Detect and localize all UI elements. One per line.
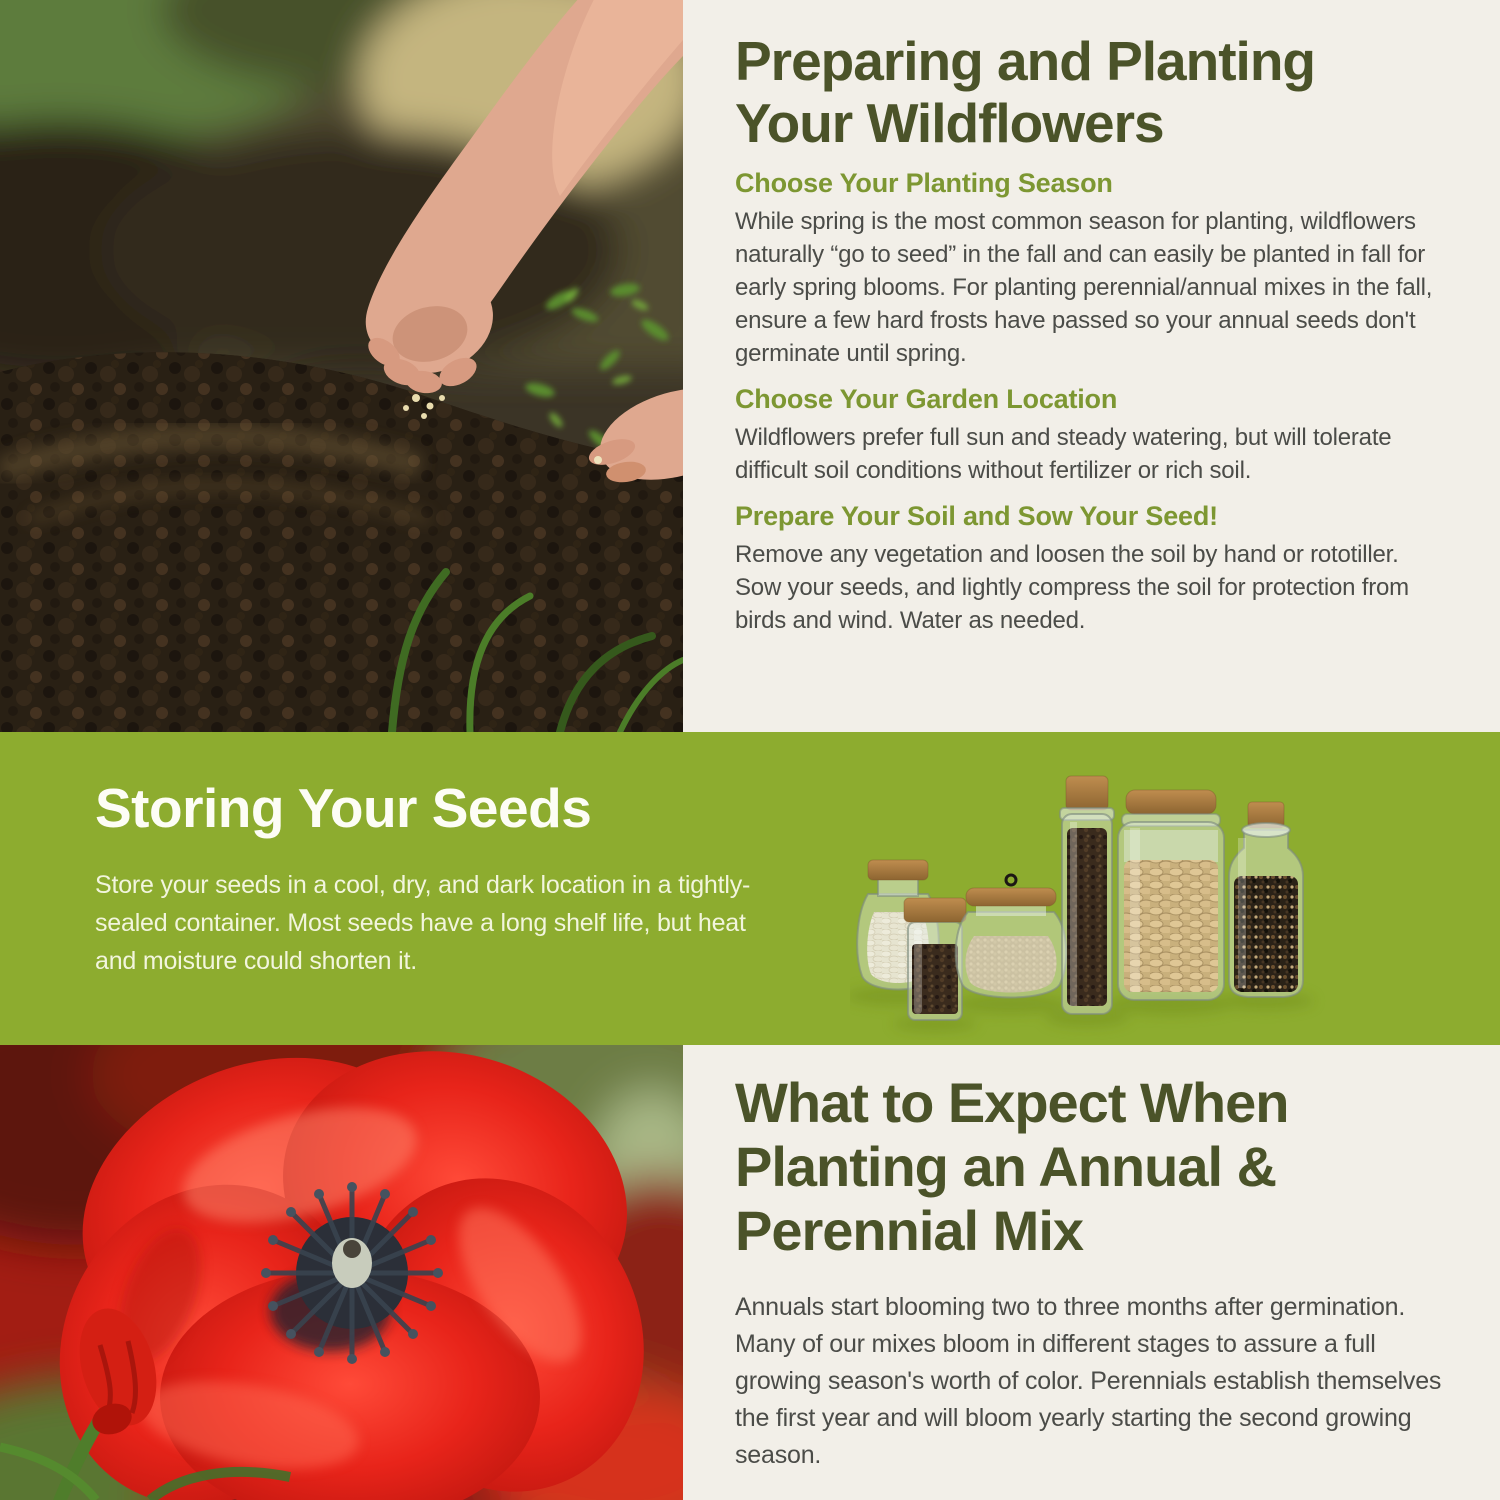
section-garden-location	[735, 384, 1448, 487]
section-prepare-soil	[735, 501, 1448, 637]
poppy-center	[261, 1182, 443, 1364]
jar-tan-seeds	[956, 875, 1067, 998]
jar-tall-dark-seeds	[1060, 776, 1114, 1014]
what-to-expect-panel	[683, 1045, 1500, 1500]
page-title-line-1: Preparing and Planting	[735, 30, 1316, 92]
photo-red-poppy	[0, 1045, 683, 1500]
jar-mixed-seeds-bottle	[1229, 802, 1303, 997]
what-to-expect-title-line-3: Perennial Mix	[735, 1199, 1084, 1262]
what-to-expect-title-line-1: What to Expect When	[735, 1071, 1289, 1134]
storing-seeds-title: Storing Your Seeds	[95, 777, 592, 839]
section-heading-prepare-soil: Prepare Your Soil and Sow Your Seed!	[735, 501, 1218, 531]
poppy-illustration	[0, 1045, 683, 1500]
storing-seeds-band	[0, 732, 1500, 1045]
section-body-prepare-soil: Remove any vegetation and loosen the soil by hand or rototiller. Sow your seeds, and lightly compress the soil for protection from birds and wind. Water as needed.	[735, 541, 1409, 634]
photo-hand-sowing-seeds	[0, 0, 683, 732]
section-body-garden-location: Wildflowers prefer full sun and steady watering, but will tolerate difficult soil conditions without fertilizer or rich soil.	[735, 424, 1392, 484]
what-to-expect-title	[735, 1071, 1448, 1263]
section-heading-garden-location: Choose Your Garden Location	[735, 384, 1118, 414]
what-to-expect-title-line-2: Planting an Annual &	[735, 1135, 1277, 1198]
section-planting-season	[735, 168, 1448, 370]
storing-seeds-body: Store your seeds in a cool, dry, and dark location in a tightly-sealed container. Most seeds have a long shelf life, but heat and moisture could shorten it.	[95, 871, 751, 975]
photo-seed-jars	[850, 764, 1500, 1040]
planting-guide-panel	[683, 0, 1500, 732]
page-title	[735, 30, 1448, 154]
what-to-expect-body: Annuals start blooming two to three months after germination. Many of our mixes bloom in different stages to assure a full growing season's worth of color. Perennials establish themselves the first year and will bloom yearly starting the second growing season.	[735, 1293, 1442, 1469]
hand-sowing-illustration	[0, 0, 683, 732]
page-title-line-2: Your Wildflowers	[735, 92, 1164, 154]
section-heading-planting-season: Choose Your Planting Season	[735, 168, 1113, 198]
section-body-planting-season: While spring is the most common season for planting, wildflowers naturally “go to seed” in the fall and can easily be planted in fall for early spring blooms. For planting perennial/annual mixes in the fall, ensure a few hard frosts have passed so your annual seeds don't germinate until spring.	[735, 208, 1433, 367]
seed-jars-illustration	[850, 764, 1500, 1040]
jar-cream-flat-seeds	[1118, 790, 1224, 1000]
storing-seeds-text	[95, 778, 755, 980]
